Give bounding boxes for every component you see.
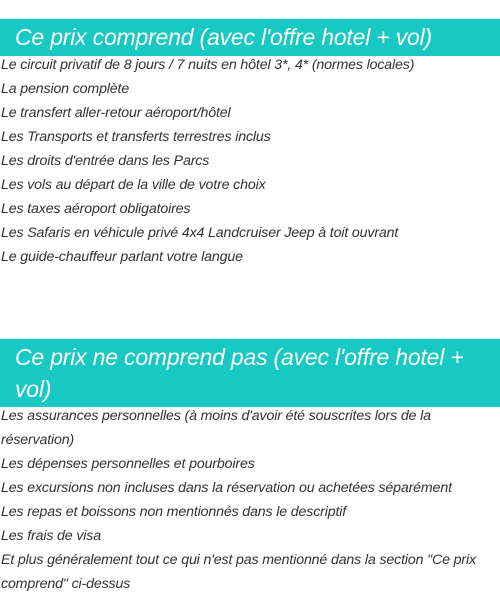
included-item: Le guide-chauffeur parlant votre langue xyxy=(1,249,243,265)
excluded-item: Et plus généralement tout ce qui n'est pas mentionné dans la section "Ce prix comprend" ci-dessus xyxy=(1,552,476,592)
included-item: La pension complète xyxy=(1,81,130,97)
included-item: Le transfert aller-retour aéroport/hôtel xyxy=(1,105,231,121)
excluded-section-title: Ce prix ne comprend pas (avec l'offre hotel + vol) xyxy=(0,339,500,407)
included-item: Les droits d'entrée dans les Parcs xyxy=(1,153,210,169)
excluded-item: Les excursions non incluses dans la réservation ou achetées séparément xyxy=(1,480,452,496)
included-item: Le circuit privatif de 8 jours / 7 nuits en hôtel 3*, 4* (normes locales) xyxy=(1,57,415,73)
included-item: Les taxes aéroport obligatoires xyxy=(1,201,191,217)
excluded-item: Les assurances personnelles (à moins d'avoir été souscrites lors de la réservation) xyxy=(1,408,431,448)
included-item: Les vols au départ de la ville de votre choix xyxy=(1,177,266,193)
included-section-title: Ce prix comprend (avec l'offre hotel + vol) xyxy=(0,19,500,56)
excluded-item: Les dépenses personnelles et pourboires xyxy=(1,456,255,472)
excluded-list xyxy=(1,404,491,596)
included-list xyxy=(1,53,491,269)
included-item: Les Transports et transferts terrestres inclus xyxy=(1,129,271,145)
excluded-item: Les repas et boissons non mentionnés dans le descriptif xyxy=(1,504,347,520)
excluded-item: Les frais de visa xyxy=(1,528,101,544)
included-item: Les Safaris en véhicule privé 4x4 Landcruiser Jeep à toit ouvrant xyxy=(1,225,399,241)
